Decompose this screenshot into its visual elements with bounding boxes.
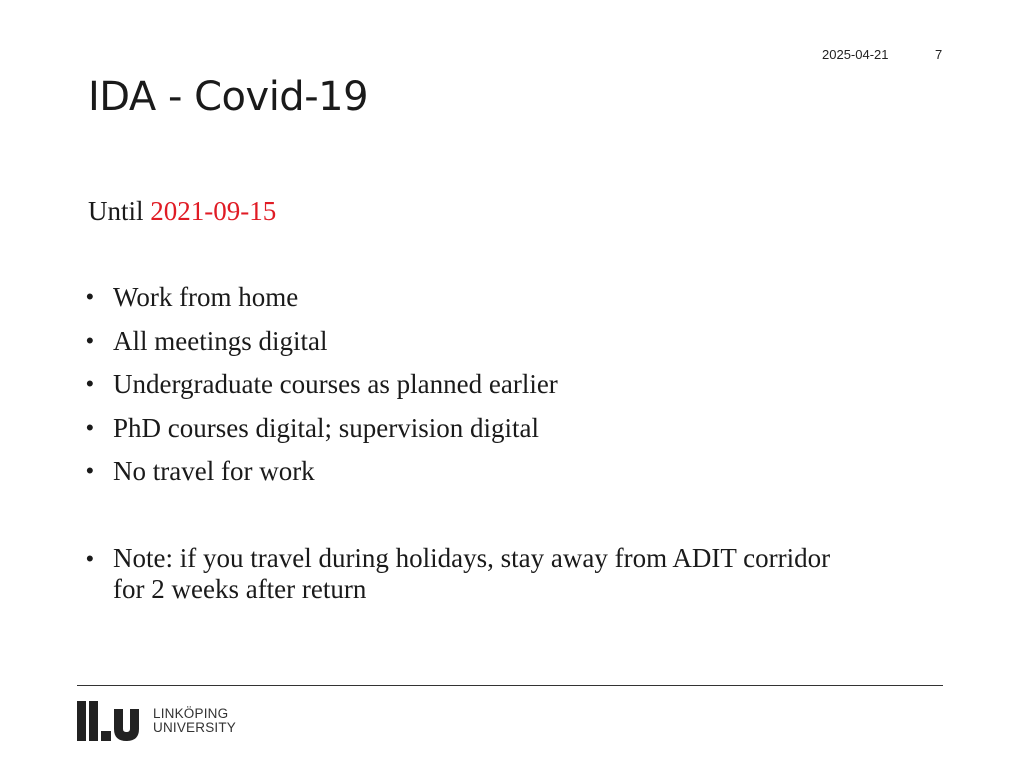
list-item-text: No travel for work [113, 456, 315, 486]
liu-logo-mark-icon [77, 701, 147, 741]
note-line-2: for 2 weeks after return [113, 574, 367, 604]
logo-line-1: LINKÖPING [153, 706, 229, 721]
bullet-dot-icon: • [86, 546, 94, 571]
list-item-text: PhD courses digital; supervision digital [113, 412, 539, 443]
list-item [86, 456, 946, 486]
bullet-list [86, 282, 946, 500]
intro-line [88, 196, 276, 226]
intro-label: Until [88, 196, 144, 226]
list-item-text: Work from home [113, 282, 299, 312]
note-line-1: Note: if you travel during holidays, stay away from ADIT corridor [113, 543, 831, 573]
bullet-dot-icon: • [86, 414, 94, 440]
footer-divider [77, 685, 943, 686]
note-item [86, 543, 946, 605]
university-logo [77, 701, 236, 741]
logo-line-2: UNIVERSITY [153, 720, 237, 735]
slide-title: IDA - Covid-19 [88, 74, 369, 120]
bullet-dot-icon: • [86, 458, 94, 483]
intro-date: 2021-09-15 [150, 196, 277, 226]
list-item-text: Undergraduate courses as planned earlier [113, 369, 558, 399]
slide-page-number: 7 [935, 47, 943, 62]
list-item [86, 413, 946, 443]
note-list [86, 543, 946, 605]
list-item [86, 369, 946, 399]
bullet-dot-icon: • [86, 371, 94, 396]
logo-wordmark [153, 707, 236, 735]
list-item [86, 326, 946, 356]
bullet-dot-icon: • [86, 327, 94, 353]
list-item-text: All meetings digital [113, 325, 328, 356]
list-item [86, 282, 946, 312]
bullet-dot-icon: • [86, 284, 94, 309]
slide-date: 2025-04-21 [822, 47, 889, 62]
